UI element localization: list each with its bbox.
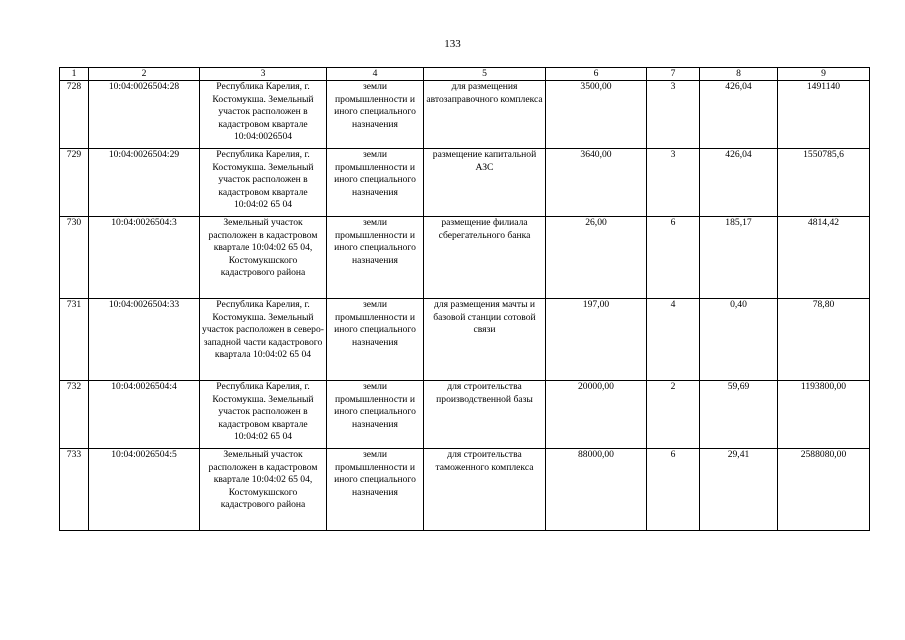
table-header-row xyxy=(60,68,870,81)
land-category-cell: земли промышленности и иного специального назначения xyxy=(327,299,424,381)
land-category-cell: земли промышленности и иного специального назначения xyxy=(327,217,424,299)
group-cell: 6 xyxy=(647,449,700,531)
unit-value-cell: 0,40 xyxy=(700,299,778,381)
location-cell: Республика Карелия, г. Костомукша. Земельный участок расположен в кадастровом квартале 10:04:02 65 04 xyxy=(200,149,327,217)
land-registry-table xyxy=(59,67,870,531)
unit-value-cell: 29,41 xyxy=(700,449,778,531)
cadastral-number-cell: 10:04:0026504:3 xyxy=(89,217,200,299)
area-cell: 26,00 xyxy=(546,217,647,299)
location-cell: Республика Карелия, г. Костомукша. Земельный участок расположен в кадастровом квартале 10:04:0026504 xyxy=(200,81,327,149)
area-cell: 197,00 xyxy=(546,299,647,381)
cadastral-value-cell: 1550785,6 xyxy=(778,149,870,217)
permitted-use-cell: размещение капитальной АЗС xyxy=(424,149,546,217)
row-number-cell: 728 xyxy=(60,81,89,149)
column-header: 9 xyxy=(778,68,870,81)
area-cell: 3500,00 xyxy=(546,81,647,149)
cadastral-number-cell: 10:04:0026504:29 xyxy=(89,149,200,217)
location-cell: Республика Карелия, г. Костомукша. Земельный участок расположен в северо-западной части кадастрового квартала 10:04:02 65 04 xyxy=(200,299,327,381)
cadastral-value-cell: 1491140 xyxy=(778,81,870,149)
permitted-use-cell: для строительства таможенного комплекса xyxy=(424,449,546,531)
unit-value-cell: 426,04 xyxy=(700,81,778,149)
group-cell: 6 xyxy=(647,217,700,299)
cadastral-value-cell: 78,80 xyxy=(778,299,870,381)
land-category-cell: земли промышленности и иного специального назначения xyxy=(327,381,424,449)
column-header: 7 xyxy=(647,68,700,81)
unit-value-cell: 59,69 xyxy=(700,381,778,449)
land-category-cell: земли промышленности и иного специального назначения xyxy=(327,149,424,217)
row-number-cell: 730 xyxy=(60,217,89,299)
column-header: 6 xyxy=(546,68,647,81)
permitted-use-cell: для размещения мачты и базовой станции сотовой связи xyxy=(424,299,546,381)
location-cell: Земельный участок расположен в кадастровом квартале 10:04:02 65 04, Костомукшского кадастрового района xyxy=(200,449,327,531)
cadastral-number-cell: 10:04:0026504:33 xyxy=(89,299,200,381)
cadastral-number-cell: 10:04:0026504:5 xyxy=(89,449,200,531)
row-number-cell: 732 xyxy=(60,381,89,449)
row-number-cell: 733 xyxy=(60,449,89,531)
group-cell: 4 xyxy=(647,299,700,381)
column-header: 4 xyxy=(327,68,424,81)
area-cell: 3640,00 xyxy=(546,149,647,217)
group-cell: 3 xyxy=(647,81,700,149)
land-category-cell: земли промышленности и иного специального назначения xyxy=(327,81,424,149)
column-header: 2 xyxy=(89,68,200,81)
location-cell: Республика Карелия, г. Костомукша. Земельный участок расположен в кадастровом квартале 10:04:02 65 04 xyxy=(200,381,327,449)
column-header: 3 xyxy=(200,68,327,81)
table-row xyxy=(60,299,870,381)
area-cell: 88000,00 xyxy=(546,449,647,531)
table-row xyxy=(60,149,870,217)
column-header: 5 xyxy=(424,68,546,81)
table-row xyxy=(60,217,870,299)
table-row xyxy=(60,449,870,531)
column-header: 1 xyxy=(60,68,89,81)
cadastral-number-cell: 10:04:0026504:4 xyxy=(89,381,200,449)
cadastral-value-cell: 1193800,00 xyxy=(778,381,870,449)
group-cell: 2 xyxy=(647,381,700,449)
group-cell: 3 xyxy=(647,149,700,217)
permitted-use-cell: для размещения автозаправочного комплекса xyxy=(424,81,546,149)
table-row xyxy=(60,81,870,149)
permitted-use-cell: размещение филиала сберегательного банка xyxy=(424,217,546,299)
page-number: 133 xyxy=(444,38,461,50)
row-number-cell: 729 xyxy=(60,149,89,217)
unit-value-cell: 426,04 xyxy=(700,149,778,217)
location-cell: Земельный участок расположен в кадастровом квартале 10:04:02 65 04, Костомукшского кадастрового района xyxy=(200,217,327,299)
land-category-cell: земли промышленности и иного специального назначения xyxy=(327,449,424,531)
cadastral-value-cell: 4814,42 xyxy=(778,217,870,299)
area-cell: 20000,00 xyxy=(546,381,647,449)
unit-value-cell: 185,17 xyxy=(700,217,778,299)
table-row xyxy=(60,381,870,449)
cadastral-number-cell: 10:04:0026504:28 xyxy=(89,81,200,149)
permitted-use-cell: для строительства производственной базы xyxy=(424,381,546,449)
row-number-cell: 731 xyxy=(60,299,89,381)
cadastral-value-cell: 2588080,00 xyxy=(778,449,870,531)
column-header: 8 xyxy=(700,68,778,81)
